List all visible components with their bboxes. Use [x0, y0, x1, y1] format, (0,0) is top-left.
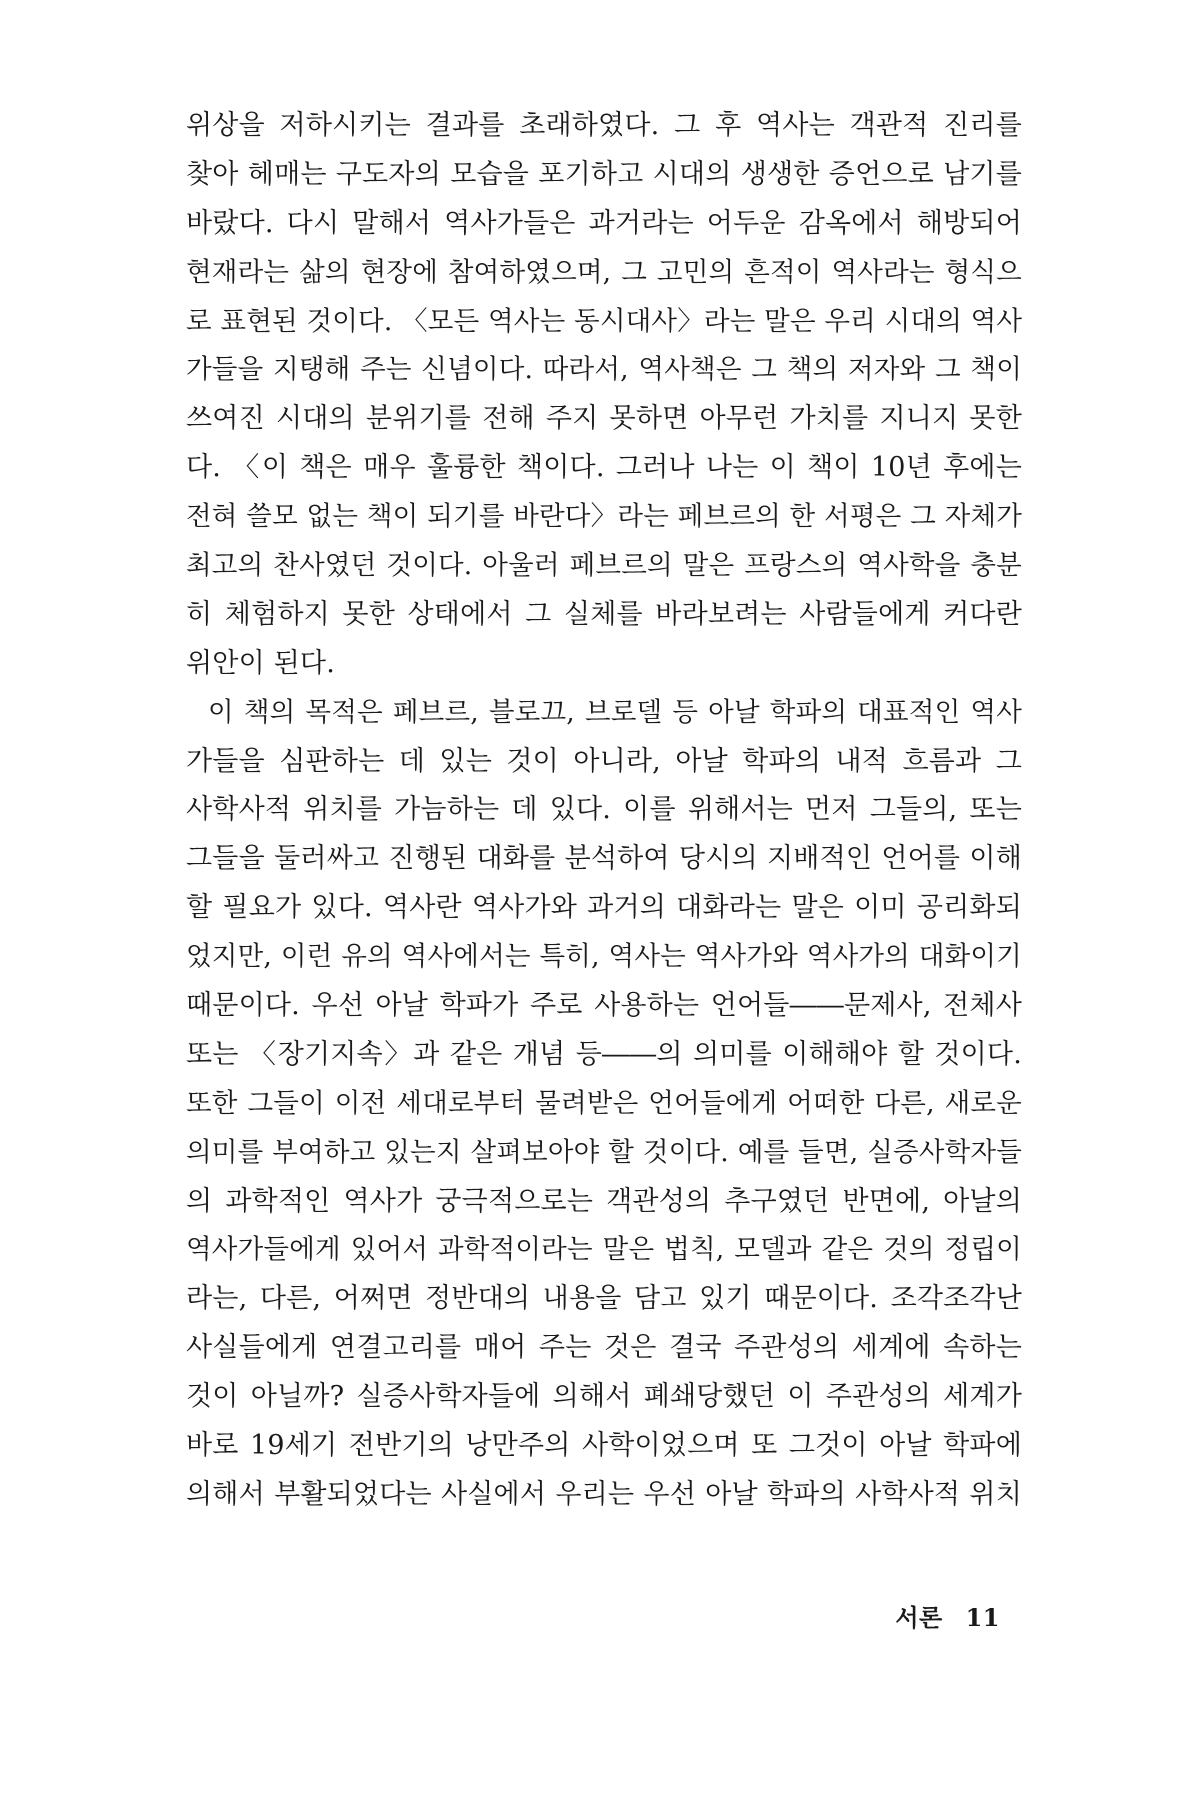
- text-line: 또는 〈장기지속〉과 같은 개념 등――의 의미를 이해해야 할 것이다.: [186, 1038, 1022, 1070]
- text-line: 의 과학적인 역사가 궁극적으로는 객관성의 추구였던 반면에, 아날의: [186, 1185, 1022, 1217]
- text-line: 다. 〈이 책은 매우 훌륭한 책이다. 그러나 나는 이 책이 10년 후에는: [186, 452, 1022, 484]
- paragraph-first-line: 이 책의 목적은 페브르, 블로끄, 브로델 등 아날 학파의 대표적인 역사: [208, 696, 1022, 728]
- text-line: 최고의 찬사였던 것이다. 아울러 페브르의 말은 프랑스의 역사학을 충분: [186, 550, 1022, 582]
- text-line: 가들을 심판하는 데 있는 것이 아니라, 아날 학파의 내적 흐름과 그: [186, 745, 1022, 777]
- page-number: 11: [965, 1603, 1000, 1632]
- text-line: 었지만, 이런 유의 역사에서는 특히, 역사는 역사가와 역사가의 대화이기: [186, 941, 1022, 973]
- text-line: 또한 그들이 이전 세대로부터 물려받은 언어들에게 어떠한 다른, 새로운: [186, 1087, 1022, 1119]
- text-line: 그들을 둘러싸고 진행된 대화를 분석하여 당시의 지배적인 언어를 이해: [186, 843, 1022, 875]
- text-line: 전혀 쓸모 없는 책이 되기를 바란다〉라는 페브르의 한 서평은 그 자체가: [186, 501, 1022, 533]
- text-line: 역사가들에게 있어서 과학적이라는 말은 법칙, 모델과 같은 것의 정립이: [186, 1234, 1022, 1266]
- text-line: 할 필요가 있다. 역사란 역사가와 과거의 대화라는 말은 이미 공리화되: [186, 892, 1022, 924]
- text-line: 로 표현된 것이다. 〈모든 역사는 동시대사〉라는 말은 우리 시대의 역사: [186, 305, 1023, 337]
- text-line: 쓰여진 시대의 분위기를 전해 주지 못하면 아무런 가치를 지니지 못한: [186, 403, 1022, 435]
- body-text: [186, 102, 1022, 1520]
- text-line: 위안이 된다.: [186, 647, 335, 679]
- text-line: 찾아 헤매는 구도자의 모습을 포기하고 시대의 생생한 증언으로 남기를: [186, 158, 1022, 190]
- text-line: 사실들에게 연결고리를 매어 주는 것은 결국 주관성의 세계에 속하는: [186, 1332, 1022, 1364]
- text-line: 것이 아닐까? 실증사학자들에 의해서 폐쇄당했던 이 주관성의 세계가: [186, 1381, 1022, 1413]
- text-line: 가들을 지탱해 주는 신념이다. 따라서, 역사책은 그 책의 저자와 그 책이: [186, 354, 1022, 386]
- section-title: 서론: [895, 1603, 943, 1632]
- text-line: 바랐다. 다시 말해서 역사가들은 과거라는 어두운 감옥에서 해방되어: [186, 207, 1022, 239]
- text-line: 바로 19세기 전반기의 낭만주의 사학이었으며 또 그것이 아날 학파에: [186, 1430, 1022, 1462]
- text-line: 라는, 다른, 어쩌면 정반대의 내용을 담고 있기 때문이다. 조각조각난: [186, 1283, 1022, 1315]
- text-line: 의미를 부여하고 있는지 살펴보아야 할 것이다. 예를 들면, 실증사학자들: [186, 1136, 1022, 1168]
- text-line: 때문이다. 우선 아날 학파가 주로 사용하는 언어들――문제사, 전체사: [186, 990, 1022, 1022]
- page-footer: [895, 1598, 1000, 1633]
- text-line: 의해서 부활되었다는 사실에서 우리는 우선 아날 학파의 사학사적 위치: [186, 1478, 1022, 1510]
- text-line: 사학사적 위치를 가늠하는 데 있다. 이를 위해서는 먼저 그들의, 또는: [186, 794, 1022, 826]
- text-line: 현재라는 삶의 현장에 참여하였으며, 그 고민의 흔적이 역사라는 형식으: [186, 256, 1022, 288]
- text-line: 위상을 저하시키는 결과를 초래하였다. 그 후 역사는 객관적 진리를: [186, 110, 1022, 141]
- text-line: 히 체험하지 못한 상태에서 그 실체를 바라보려는 사람들에게 커다란: [186, 598, 1022, 630]
